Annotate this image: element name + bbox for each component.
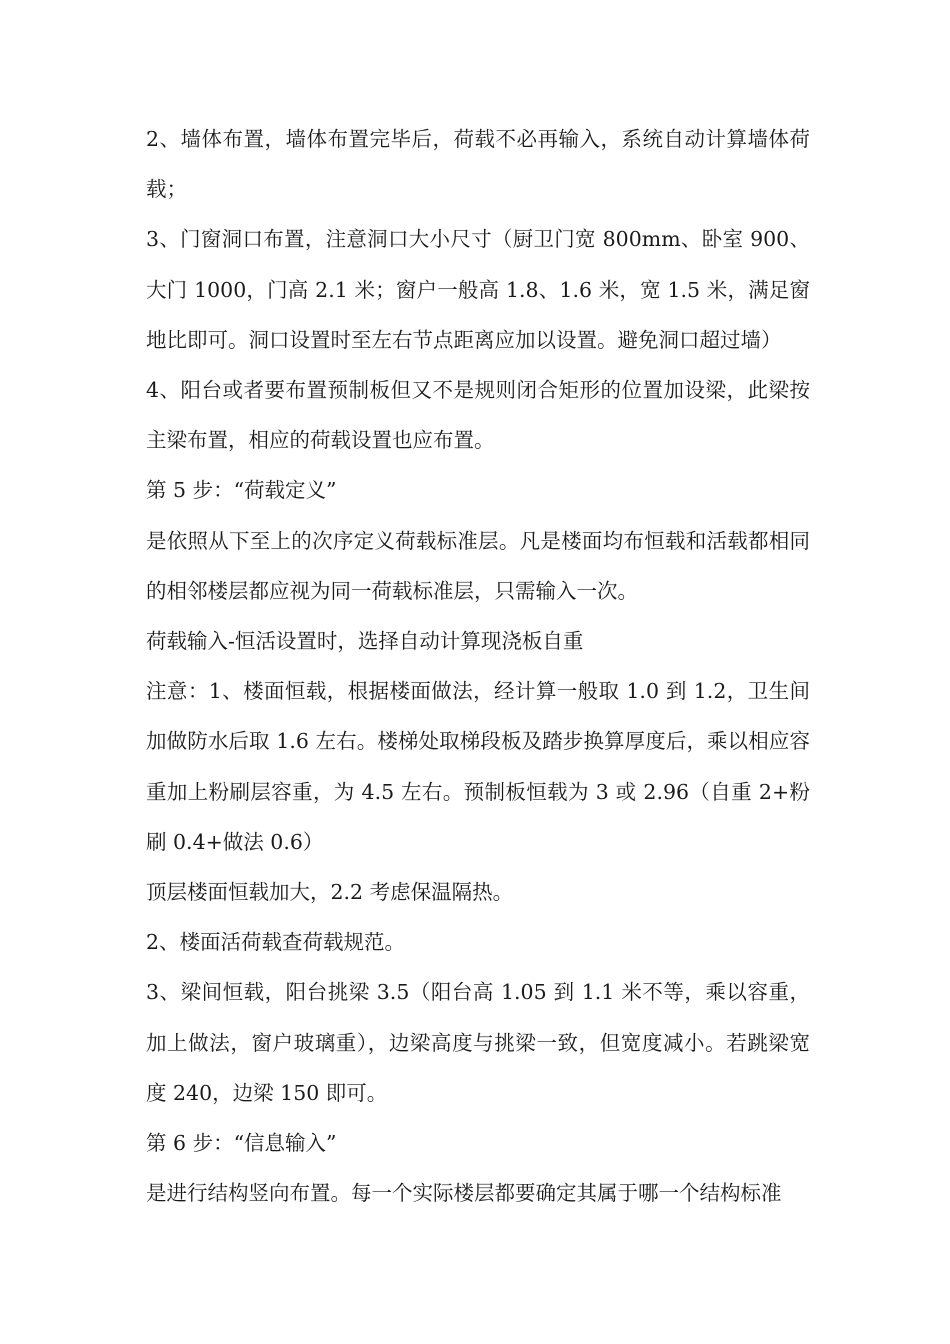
paragraph-load-input-setting: 荷载输入-恒活设置时，选择自动计算现浇板自重 (146, 629, 584, 654)
heading-step-5: 第 5 步：“荷载定义” (146, 478, 337, 503)
heading-step-6: 第 6 步：“信息输入” (146, 1131, 337, 1156)
paragraph-live-load: 2、楼面活荷载查荷载规范。 (146, 930, 406, 955)
paragraph-door-window-openings: 3、门窗洞口布置，注意洞口大小尺寸（厨卫门宽 800mm、卧室 900、大门 1000，门高 2.1 米；窗户一般高 1.8、1.6 米，宽 1.5 米，满足窗地比即可。洞口设置时至左右节点距离应加以设置。避免洞口超过墙） (146, 227, 810, 352)
paragraph-load-standard-floor: 是依照从下至上的次序定义荷载标准层。凡是楼面均布恒载和活载都相同的相邻楼层都应视为同一荷载标准层，只需输入一次。 (146, 528, 810, 603)
paragraph-wall-layout: 2、墙体布置，墙体布置完毕后，荷载不必再输入，系统自动计算墙体荷载； (146, 127, 810, 202)
paragraph-top-floor-load: 顶层楼面恒载加大，2.2 考虑保温隔热。 (146, 880, 514, 905)
paragraph-floor-dead-load-note: 注意：1、楼面恒载，根据楼面做法，经计算一般取 1.0 到 1.2，卫生间加做防水后取 1.6 左右。楼梯处取梯段板及踏步换算厚度后，乘以相应容重加上粉刷层容重，为 4.5 左右。预制板恒载为 3 或 2.96（自重 2+粉刷 0.4+做法 0.6） (146, 679, 810, 854)
document-body (146, 114, 810, 1218)
paragraph-vertical-layout: 是进行结构竖向布置。每一个实际楼层都要确定其属于哪一个结构标准 (146, 1181, 782, 1206)
paragraph-balcony-beams: 4、阳台或者要布置预制板但又不是规则闭合矩形的位置加设梁，此梁按主梁布置，相应的荷载设置也应布置。 (146, 378, 810, 453)
paragraph-beam-dead-load: 3、梁间恒载，阳台挑梁 3.5（阳台高 1.05 到 1.1 米不等，乘以容重，加上做法，窗户玻璃重），边梁高度与挑梁一致，但宽度减小。若跳梁宽度 240，边梁 150 即可。 (146, 980, 810, 1105)
